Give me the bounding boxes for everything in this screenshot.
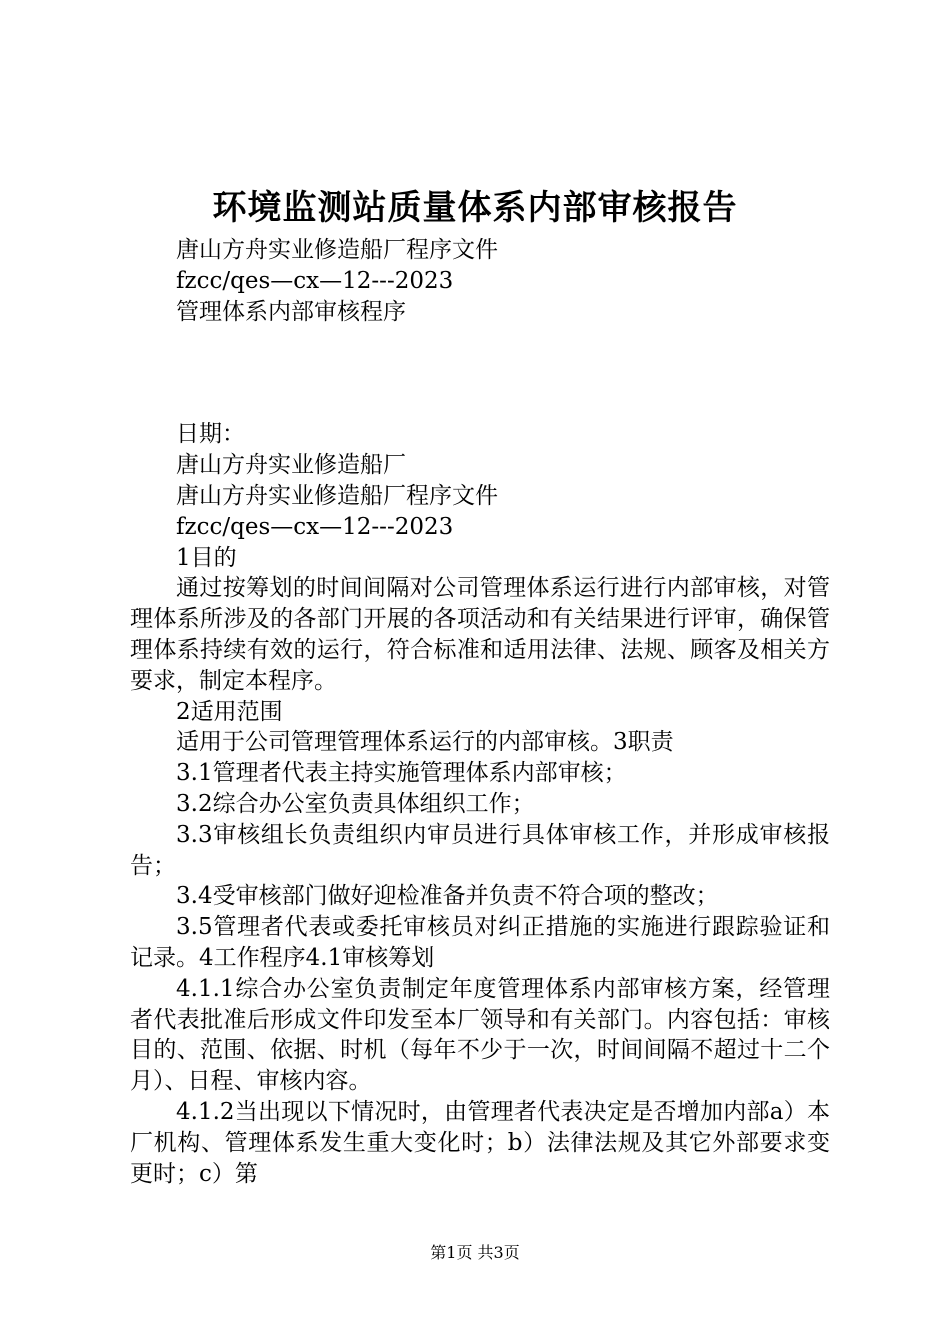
page-number-footer: 第1页 共3页 bbox=[430, 1243, 520, 1262]
blank-space bbox=[130, 327, 830, 419]
purpose-paragraph: 通过按筹划的时间间隔对公司管理体系运行进行内部审核，对管理体系所涉及的各部门开展的各项活动和有关结果进行评审，确保管理体系持续有效的运行，符合标准和适用法律、法规、顾客及相关方要求，制定本程序。 bbox=[130, 575, 830, 694]
scope-paragraph: 适用于公司管理管理体系运行的内部审核。3职责 bbox=[176, 729, 674, 756]
procedure-name-line: 管理体系内部审核程序 bbox=[176, 298, 406, 325]
duty-item-3-2: 3.2综合办公室负责具体组织工作； bbox=[176, 790, 535, 817]
section-purpose-heading: 1目的 bbox=[176, 544, 237, 571]
procedure-item-4-1-1: 4.1.1综合办公室负责制定年度管理体系内部审核方案，经管理者代表批准后形成文件印发至本厂领导和有关部门。内容包括：审核目的、范围、依据、时机（每年不少于一次，时间间隔不超过十二个月）、日程、审核内容。 bbox=[130, 975, 830, 1095]
duty-item-3-1: 3.1管理者代表主持实施管理体系内部审核； bbox=[176, 760, 627, 787]
date-line: 日期： bbox=[176, 421, 245, 448]
duty-item-3-5: 3.5管理者代表或委托审核员对纠正措施的实施进行跟踪验证和记录。4工作程序4.1审核筹划 bbox=[130, 914, 830, 971]
document-body bbox=[130, 235, 830, 1189]
section-scope-heading: 2适用范围 bbox=[176, 698, 283, 725]
document-title: 环境监测站质量体系内部审核报告 bbox=[212, 188, 738, 228]
duty-item-3-3: 3.3审核组长负责组织内审员进行具体审核工作，并形成审核报告； bbox=[130, 821, 830, 879]
company-program-file-line-2: 唐山方舟实业修造船厂程序文件 bbox=[176, 482, 498, 509]
company-name-line: 唐山方舟实业修造船厂 bbox=[176, 452, 406, 479]
duty-item-3-4: 3.4受审核部门做好迎检准备并负责不符合项的整改； bbox=[176, 883, 719, 910]
procedure-item-4-1-2: 4.1.2当出现以下情况时，由管理者代表决定是否增加内部a）本厂机构、管理体系发生重大变化时；b）法律法规及其它外部要求变更时；c）第 bbox=[130, 1098, 830, 1187]
document-code-line-2: fzcc/qes—cx—12---2023 bbox=[176, 513, 454, 540]
company-program-file-line: 唐山方舟实业修造船厂程序文件 bbox=[176, 237, 498, 263]
document-code-line: fzcc/qes—cx—12---2023 bbox=[176, 267, 454, 294]
